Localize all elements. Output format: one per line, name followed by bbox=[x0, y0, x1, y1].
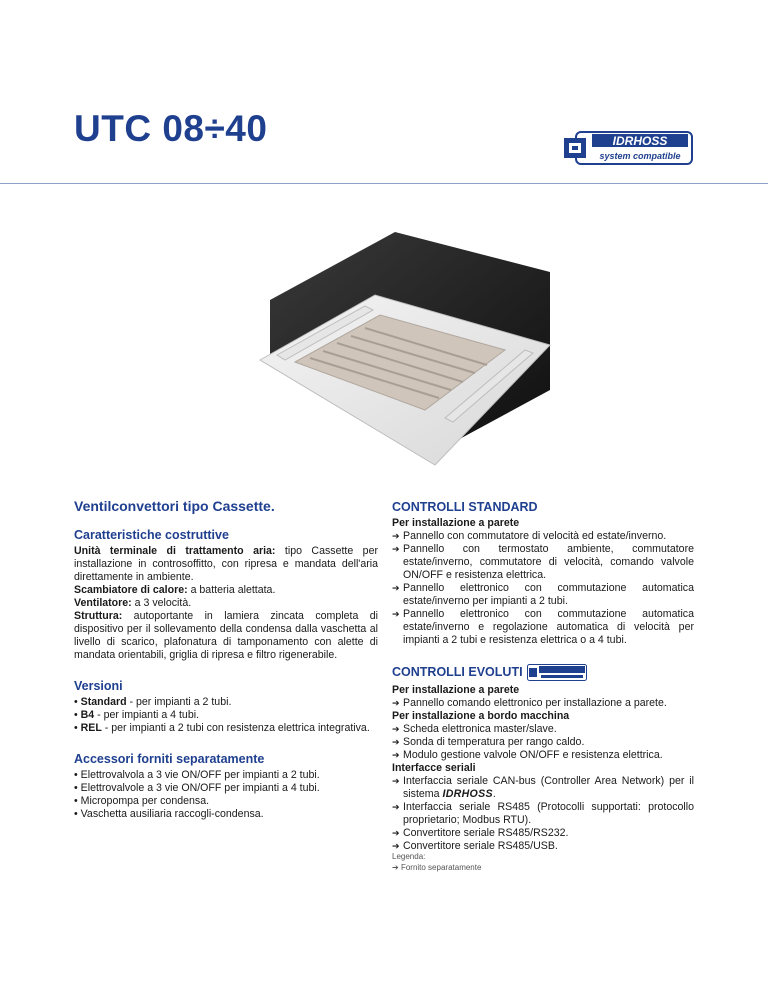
header-divider bbox=[0, 183, 768, 184]
accessori-item: • Vaschetta ausiliaria raccogli-condensa. bbox=[74, 808, 264, 820]
standard-item: ➔ Pannello con commutatore di velocità ed estate/inverno. bbox=[392, 530, 667, 542]
controlli-evoluti-heading: CONTROLLI EVOLUTI bbox=[392, 664, 694, 681]
legend-title: Legenda: bbox=[392, 852, 426, 861]
caratteristiche-item: Ventilatore: a 3 velocità. bbox=[74, 597, 192, 609]
legend bbox=[392, 851, 481, 873]
evoluti-item: ➔ Interfaccia seriale RS485 (Protocolli supportati: protocollo proprietario; Modbus RTU). bbox=[392, 801, 694, 826]
evoluti-item: ➔ Interfaccia seriale CAN-bus (Controller Area Network) per il sistema IDRHOSS. bbox=[392, 775, 694, 800]
evoluti-item: ➔ Sonda di temperatura per rango caldo. bbox=[392, 736, 585, 748]
cassette-fan-coil-image bbox=[255, 210, 555, 480]
arrow-icon: ➔ bbox=[392, 544, 400, 554]
versioni-item: • REL - per impianti a 2 tubi con resistenza elettrica integrativa. bbox=[74, 722, 370, 734]
arrow-icon: ➔ bbox=[392, 737, 400, 747]
evoluti-parete-list bbox=[392, 697, 694, 710]
evoluti-bordo-list bbox=[392, 723, 694, 762]
arrow-icon: ➔ bbox=[392, 724, 400, 734]
product-subtitle: Ventilconvettori tipo Cassette. bbox=[74, 498, 275, 514]
evoluti-parete-subheading: Per installazione a parete bbox=[392, 684, 520, 696]
caratteristiche-item: Struttura: autoportante in lamiera zincata completa di dispositivo per il sollevamento della condensa dalla vaschetta al livello di scarico, plafonatura di tamponamento con alette di mandata orientabili, griglia di ripresa e filtro rigenerabile. bbox=[74, 610, 378, 661]
evoluti-item: ➔ Scheda elettronica master/slave. bbox=[392, 723, 557, 735]
arrow-icon: ➔ bbox=[392, 609, 400, 619]
standard-item: ➔ Pannello elettronico con commutazione automatica estate/inverno e regolazione automatica di velocità per impianti a 2 tubi e resistenza elettrica o a 4 tubi. bbox=[392, 608, 694, 646]
standard-subheading: Per installazione a parete bbox=[392, 517, 520, 529]
caratteristiche-heading: Caratteristiche costruttive bbox=[74, 528, 229, 542]
legend-item: ➔ Fornito separatamente bbox=[392, 863, 482, 872]
evoluti-item: ➔ Modulo gestione valvole ON/OFF e resistenza elettrica. bbox=[392, 749, 663, 761]
versioni-item: • B4 - per impianti a 4 tubi. bbox=[74, 709, 200, 721]
arrow-icon: ➔ bbox=[392, 750, 400, 760]
logo-brand: IDRHOSS bbox=[612, 134, 668, 148]
arrow-icon: ➔ bbox=[392, 863, 401, 872]
evoluti-item: ➔ Convertitore seriale RS485/USB. bbox=[392, 840, 558, 852]
standard-list bbox=[392, 530, 694, 647]
caratteristiche-item: Scambiatore di calore: a batteria alettata. bbox=[74, 584, 276, 596]
versioni-list bbox=[74, 696, 378, 735]
evoluti-item: ➔ Convertitore seriale RS485/RS232. bbox=[392, 827, 569, 839]
logo-tagline: system compatible bbox=[599, 151, 681, 161]
arrow-icon: ➔ bbox=[392, 841, 400, 851]
arrow-icon: ➔ bbox=[392, 698, 400, 708]
accessori-item: • Elettrovalvole a 3 vie ON/OFF per impianti a 4 tubi. bbox=[74, 782, 320, 794]
page-title: UTC 08÷40 bbox=[74, 108, 268, 149]
accessori-list bbox=[74, 769, 378, 821]
evoluti-seriali-list bbox=[392, 775, 694, 853]
idrhoss-badge-icon bbox=[527, 664, 587, 681]
evoluti-item: ➔ Pannello comando elettronico per installazione a parete. bbox=[392, 697, 667, 709]
arrow-icon: ➔ bbox=[392, 802, 400, 812]
accessori-item: • Elettrovalvola a 3 vie ON/OFF per impianti a 2 tubi. bbox=[74, 769, 320, 781]
standard-item: ➔ Pannello con termostato ambiente, commutatore estate/inverno, commutatore di velocità, comando valvole ON/OFF e resistenza elettrica. bbox=[392, 543, 694, 581]
versioni-heading: Versioni bbox=[74, 679, 123, 693]
arrow-icon: ➔ bbox=[392, 776, 400, 786]
caratteristiche-item: Unità terminale di trattamento aria: tipo Cassette per installazione in controsoffitto, con ripresa e mandata dell'aria direttamente in ambiente. bbox=[74, 545, 378, 583]
right-column bbox=[392, 501, 694, 853]
arrow-icon: ➔ bbox=[392, 531, 400, 541]
versioni-item: • Standard - per impianti a 2 tubi. bbox=[74, 696, 232, 708]
controlli-standard-heading: CONTROLLI STANDARD bbox=[392, 500, 538, 514]
accessori-heading: Accessori forniti separatamente bbox=[74, 752, 265, 766]
evoluti-seriali-subheading: Interfacce seriali bbox=[392, 762, 476, 774]
idrhoss-logo bbox=[562, 130, 694, 166]
evoluti-bordo-subheading: Per installazione a bordo macchina bbox=[392, 710, 570, 722]
accessori-item: • Micropompa per condensa. bbox=[74, 795, 210, 807]
arrow-icon: ➔ bbox=[392, 828, 400, 838]
standard-item: ➔ Pannello elettronico con commutazione automatica estate/inverno per impianti a 2 tubi. bbox=[392, 582, 694, 607]
arrow-icon: ➔ bbox=[392, 583, 400, 593]
left-column bbox=[74, 500, 378, 821]
